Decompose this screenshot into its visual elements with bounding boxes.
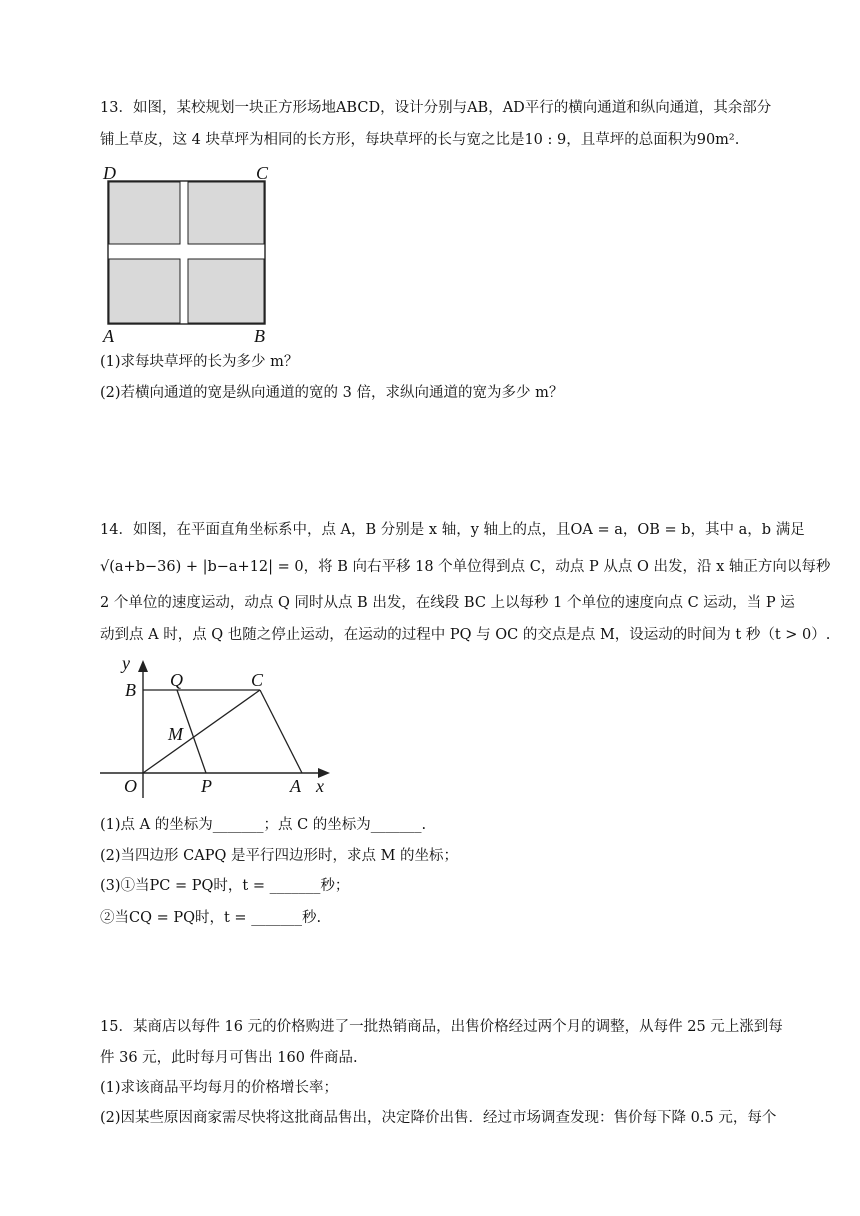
label-A: A [290, 776, 301, 796]
square-field-figure [100, 162, 280, 346]
lawn-top-right [188, 182, 264, 244]
label-P: P [201, 776, 212, 796]
label-Q: Q [170, 670, 183, 690]
label-O: O [124, 776, 137, 796]
label-C: C [256, 163, 269, 183]
label-x: x [316, 776, 324, 796]
label-B: B [125, 680, 136, 700]
q14-part1: (1)点 A 的坐标为_______；点 C 的坐标为_______. [100, 817, 427, 833]
q15-line2: 件 36 元，此时每月可售出 160 件商品. [100, 1050, 358, 1066]
label-A: A [103, 326, 114, 346]
lawn-top-left [109, 182, 180, 244]
q13-part1: (1)求每块草坪的长为多少 m？ [100, 354, 299, 370]
q15-line1: 15．某商店以每件 16 元的价格购进了一批热销商品，出售价格经过两个月的调整，从每件 25 元上涨到每 [100, 1019, 783, 1035]
segment-CA [260, 690, 302, 773]
q14-part3b: ②当CQ = PQ时，t = _______秒. [100, 910, 322, 926]
label-y: y [122, 653, 130, 673]
coordinate-figure [100, 652, 340, 800]
label-C: C [251, 670, 264, 690]
q14-line3: 2 个单位的速度运动，动点 Q 同时从点 B 出发，在线段 BC 上以每秒 1 个单位的速度向点 C 运动，当 P 运 [100, 595, 795, 611]
q14-line2: √(a+b−36) + |b−a+12| = 0，将 B 向右平移 18 个单位得到点 C，动点 P 从点 O 出发，沿 x 轴正方向以每秒 [100, 559, 831, 575]
q14-line1: 14．如图，在平面直角坐标系中，点 A，B 分别是 x 轴，y 轴上的点，且OA = a，OB = b，其中 a，b 满足 [100, 522, 805, 538]
lawn-bottom-right [188, 259, 264, 323]
label-D: D [103, 163, 116, 183]
q14-part3a: (3)①当PC = PQ时，t = _______秒； [100, 878, 350, 894]
y-axis-arrow [138, 660, 148, 672]
q13-line1: 13．如图，某校规划一块正方形场地ABCD，设计分别与AB，AD平行的横向通道和纵向通道，其余部分 [100, 100, 772, 116]
q15-part2: (2)因某些原因商家需尽快将这批商品售出，决定降价出售．经过市场调查发现：售价每下降 0.5 元，每个 [100, 1110, 777, 1126]
q13-line2: 铺上草皮，这 4 块草坪为相同的长方形，每块草坪的长与宽之比是10 : 9，且草坪的总面积为90m². [100, 132, 740, 148]
q13-part2: (2)若横向通道的宽是纵向通道的宽的 3 倍，求纵向通道的宽为多少 m？ [100, 385, 564, 401]
q14-line4: 动到点 A 时，点 Q 也随之停止运动，在运动的过程中 PQ 与 OC 的交点是点 M，设运动的时间为 t 秒（t > 0）. [100, 627, 831, 643]
q15-part1: (1)求该商品平均每月的价格增长率； [100, 1080, 339, 1096]
q14-part2: (2)当四边形 CAPQ 是平行四边形时，求点 M 的坐标； [100, 848, 459, 864]
label-M: M [168, 724, 183, 744]
lawn-bottom-left [109, 259, 180, 323]
label-B: B [254, 326, 265, 346]
